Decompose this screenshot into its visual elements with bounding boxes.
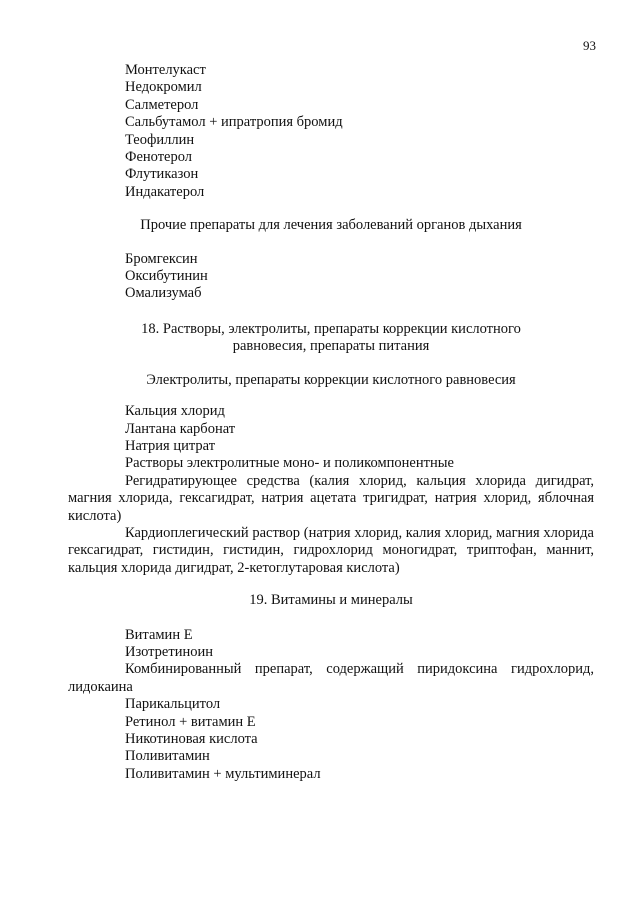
page-number: 93 (583, 38, 596, 53)
list-item: Изотретиноин (125, 643, 213, 660)
list-item: Бромгексин (125, 250, 198, 267)
drug-list-vitamins (68, 627, 594, 784)
section-heading-19: 19. Витамины и минералы (249, 592, 413, 609)
list-item: Флутиказон (125, 166, 199, 183)
list-item: Кальция хлорид (125, 403, 225, 420)
list-item: Парикальцитол (125, 696, 221, 713)
list-item: Растворы электролитные моно- и поликомпонентные (125, 455, 454, 472)
list-item: Никотиновая кислота (125, 731, 258, 747)
drug-list-respiratory (68, 62, 594, 201)
list-item: Натрия цитрат (125, 437, 216, 454)
list-item: Поливитамин (125, 748, 210, 765)
subheading-electrolytes: Электролиты, препараты коррекции кислотного равновесия (146, 371, 516, 388)
list-item: Фенотерол (125, 149, 193, 166)
list-item: Поливитамин + мультиминерал (125, 765, 321, 782)
paragraph-combined-drug: Комбинированный препарат, содержащий пиридоксина гидрохлорид, лидокаина (68, 661, 594, 695)
paragraph-cardioplegic: Кардиоплегический раствор (натрия хлорид, калия хлорид, магния хлорида гексагидрат, гистидин, гистидин, гидрохлорид моногидрат, триптофан, маннит, кальция хлорида дигидрат, 2-кетоглутаровая кислота) (68, 524, 594, 576)
list-item: Ретинол + витамин Е (125, 713, 256, 730)
list-item: Витамин Е (125, 626, 193, 643)
section-heading-18 (68, 321, 594, 356)
list-item: Лантана карбонат (125, 420, 236, 437)
list-item: Монтелукаст (125, 62, 206, 78)
list-item: Теофиллин (125, 131, 195, 148)
list-item: Недокромил (125, 79, 202, 96)
drug-list-other-respiratory (68, 251, 594, 303)
list-item: Сальбутамол + ипратропия бромид (125, 114, 343, 131)
list-item: Индакатерол (125, 183, 205, 200)
page-content (68, 62, 594, 783)
subheading-other-respiratory: Прочие препараты для лечения заболеваний органов дыхания (140, 217, 522, 234)
list-item: Салметерол (125, 96, 199, 113)
list-item: Омализумаб (125, 285, 202, 302)
section-heading-18-line1: 18. Растворы, электролиты, препараты коррекции кислотного (141, 320, 521, 337)
drug-list-electrolytes (68, 403, 594, 577)
paragraph-rehydration: Регидратирующее средства (калия хлорид, кальция хлорида дигидрат, магния хлорида, гексагидрат, натрия ацетата тригидрат, натрия хлорид, яблочная кислота) (68, 472, 594, 524)
section-heading-18-line2: равновесия, препараты питания (232, 338, 430, 355)
list-item: Оксибутинин (125, 268, 208, 285)
